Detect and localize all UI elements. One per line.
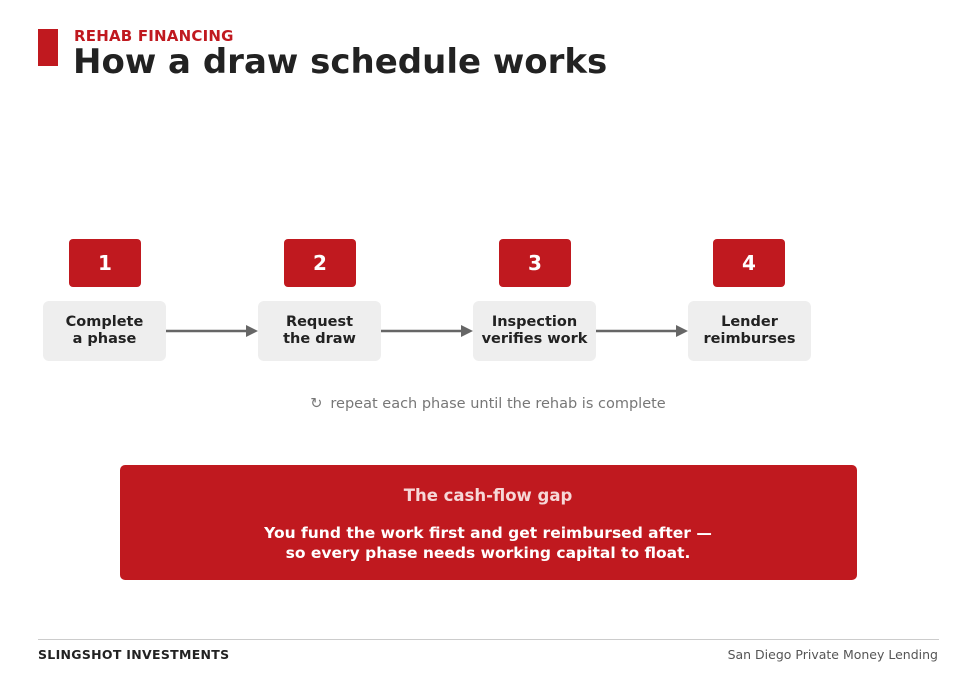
page-title: How a draw schedule works bbox=[73, 42, 608, 82]
cash-flow-gap-body: You fund the work first and get reimbursed after — so every phase needs working capital to float. bbox=[264, 524, 712, 562]
arrow-right-icon bbox=[596, 321, 688, 341]
arrow-right-icon bbox=[166, 321, 258, 341]
step-box-complete-phase: Complete a phase bbox=[43, 301, 166, 361]
step-box-inspection: Inspection verifies work bbox=[473, 301, 596, 361]
footer-divider bbox=[38, 639, 939, 640]
repeat-icon: ↻ bbox=[310, 396, 323, 412]
step-box-request-draw: Request the draw bbox=[258, 301, 381, 361]
arrow-right-icon bbox=[381, 321, 473, 341]
step-box-lender-reimburses: Lender reimburses bbox=[688, 301, 811, 361]
step-number-4: 4 bbox=[713, 239, 785, 287]
repeat-note bbox=[0, 396, 976, 412]
footer-tagline: San Diego Private Money Lending bbox=[727, 647, 938, 662]
footer-brand: SLINGSHOT INVESTMENTS bbox=[38, 647, 230, 662]
step-number-2: 2 bbox=[284, 239, 356, 287]
cash-flow-gap-title: The cash-flow gap bbox=[403, 486, 573, 505]
repeat-note-text: repeat each phase until the rehab is complete bbox=[330, 396, 666, 412]
step-number-3: 3 bbox=[499, 239, 571, 287]
eyebrow-label: REHAB FINANCING bbox=[74, 27, 234, 45]
step-number-1: 1 bbox=[69, 239, 141, 287]
header-accent-bar bbox=[38, 29, 58, 66]
